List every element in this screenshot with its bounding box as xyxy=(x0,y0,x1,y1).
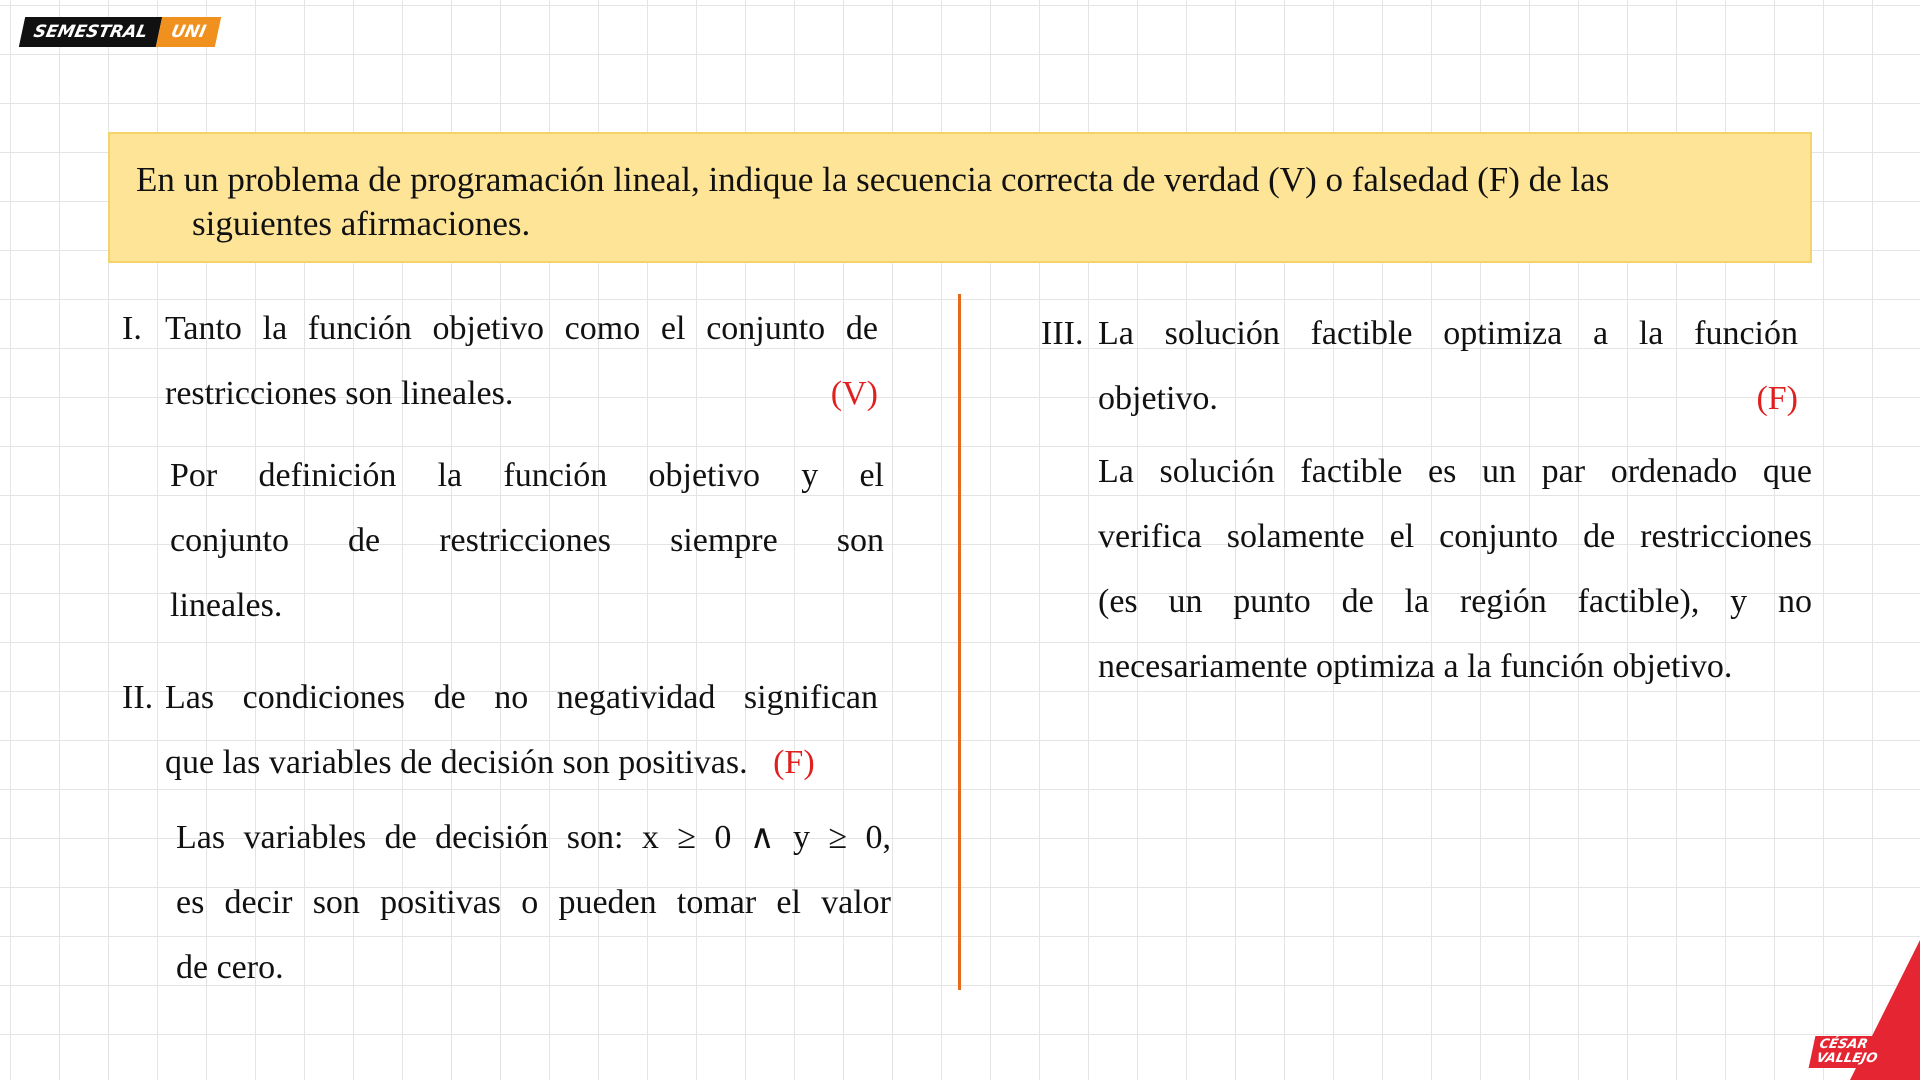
statement-line: La solución factible optimiza a la función xyxy=(1098,315,1798,352)
logo-text-accent: UNI xyxy=(156,17,221,47)
explanation-line: es decir son positivas o pueden tomar el valor xyxy=(176,884,891,921)
question-line: siguientes afirmaciones. xyxy=(192,204,531,243)
explanation-line: de cero. xyxy=(176,949,284,986)
statement-line: Las condiciones de no negatividad significan xyxy=(165,679,878,716)
statement-2 xyxy=(165,665,878,795)
explanation-1 xyxy=(170,443,884,638)
explanation-line: La solución factible es un par ordenado que xyxy=(1098,453,1812,490)
explanation-line: verifica solamente el conjunto de restricciones xyxy=(1098,518,1812,555)
explanation-line: (es un punto de la región factible), y no xyxy=(1098,583,1812,620)
explanation-line: Por definición la función objetivo y el xyxy=(170,457,884,494)
statement-line: objetivo. xyxy=(1098,380,1218,417)
logo-text: SEMESTRAL xyxy=(19,17,163,47)
cesar-vallejo-logo: CÉSAR VALLEJO xyxy=(1809,1036,1920,1068)
statement-line: restricciones son lineales. xyxy=(165,375,514,412)
item-number: I. xyxy=(122,310,142,347)
statement-1 xyxy=(165,296,878,426)
column-divider xyxy=(958,294,961,990)
item-number: III. xyxy=(1041,315,1084,352)
explanation-line: conjunto de restricciones siempre son xyxy=(170,522,884,559)
answer-badge: (V) xyxy=(830,375,878,412)
explanation-line: Las variables de decisión son: x ≥ 0 ∧ y ≥ 0, xyxy=(176,819,891,856)
statement-3 xyxy=(1098,301,1798,431)
explanation-line: lineales. xyxy=(170,587,283,624)
answer-badge: (F) xyxy=(773,744,815,781)
semestral-uni-logo xyxy=(19,17,221,47)
answer-badge: (F) xyxy=(1756,380,1798,417)
item-number: II. xyxy=(122,679,154,716)
explanation-line: necesariamente optimiza a la función objetivo. xyxy=(1098,648,1733,685)
question-line: En un problema de programación lineal, indique la secuencia correcta de verdad (V) o falsedad (F) de las xyxy=(136,160,1610,199)
question-box xyxy=(108,132,1812,263)
statement-line: que las variables de decisión son positivas. xyxy=(165,744,748,781)
explanation-3 xyxy=(1098,439,1812,699)
explanation-2 xyxy=(176,805,891,1000)
statement-line: Tanto la función objetivo como el conjunto de xyxy=(165,310,878,347)
